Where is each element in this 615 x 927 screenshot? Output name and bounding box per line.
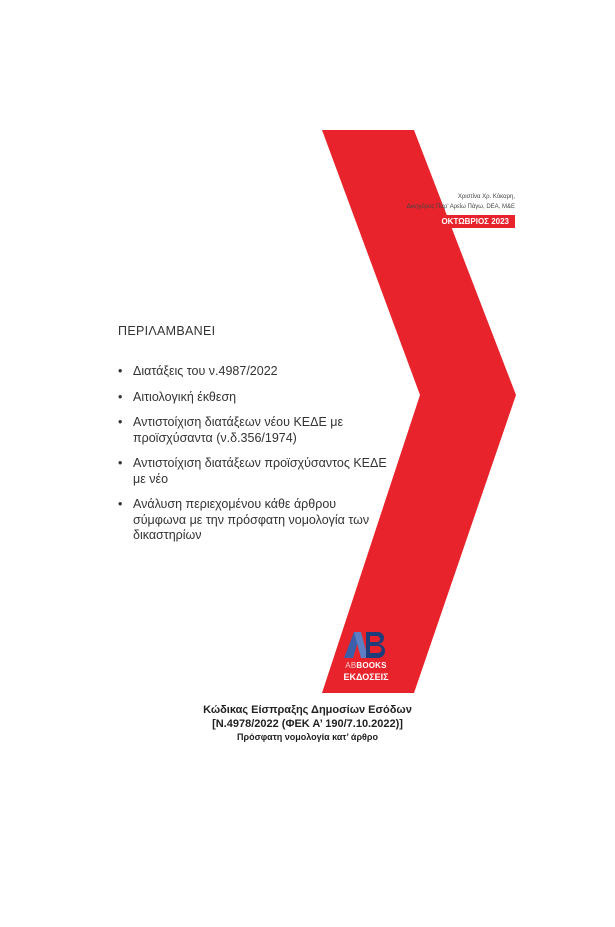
list-item-text: Αντιστοίχιση διατάξεων προϊσχύσαντος ΚΕΔΕ με νέο: [133, 456, 387, 486]
list-item-text: Ανάλυση περιεχομένου κάθε άρθρου σύμφωνα με την πρόσφατη νομολογία των δικαστηρίων: [133, 497, 370, 542]
list-item-text: Αντιστοίχιση διατάξεων νέου ΚΕΔΕ με προϊσχύσαντα (ν.δ.356/1974): [133, 415, 344, 445]
bullet-icon: •: [118, 389, 123, 404]
book-subtitle: Πρόσφατη νομολογία κατ’ άρθρο: [237, 732, 378, 742]
bullet-icon: •: [118, 497, 123, 511]
ab-books-logo-icon: [334, 628, 398, 660]
bullet-icon: •: [118, 456, 123, 470]
list-item: [118, 390, 388, 406]
author-name: Χριστίνα Χρ. Κόκαρη,: [457, 194, 515, 200]
list-item: [118, 364, 388, 380]
date-banner: [415, 215, 515, 228]
publisher-logo: [334, 628, 398, 686]
publisher-brand: [334, 661, 398, 670]
author-title: Δικηγόρος Παρ’ Αρείω Πάγω, DEA, M&E: [406, 204, 515, 210]
contents-list: [118, 364, 388, 554]
bullet-icon: •: [118, 364, 123, 378]
author-block: [407, 192, 515, 212]
list-item: [118, 497, 388, 544]
list-item: [118, 456, 388, 487]
brand-name: BOOKS: [356, 661, 387, 670]
book-law-reference: [Ν.4978/2022 (ΦΕΚ Α’ 190/7.10.2022)]: [212, 718, 403, 730]
contents-heading: ΠΕΡΙΛΑΜΒΑΝΕΙ: [118, 324, 216, 338]
book-title: Κώδικας Είσπραξης Δημοσίων Εσόδων: [203, 704, 412, 716]
list-item-text: Αιτιολογική έκθεση: [133, 389, 237, 404]
bullet-icon: •: [118, 415, 123, 429]
list-item-text: Διατάξεις του ν.4987/2022: [133, 364, 278, 378]
brand-prefix: AB: [345, 661, 357, 670]
list-item: [118, 415, 388, 446]
date-label: ΟΚΤΩΒΡΙΟΣ 2023: [441, 217, 509, 226]
publisher-label: ΕΚΔΟΣΕΙΣ: [343, 672, 389, 682]
book-title-block: [0, 703, 615, 744]
